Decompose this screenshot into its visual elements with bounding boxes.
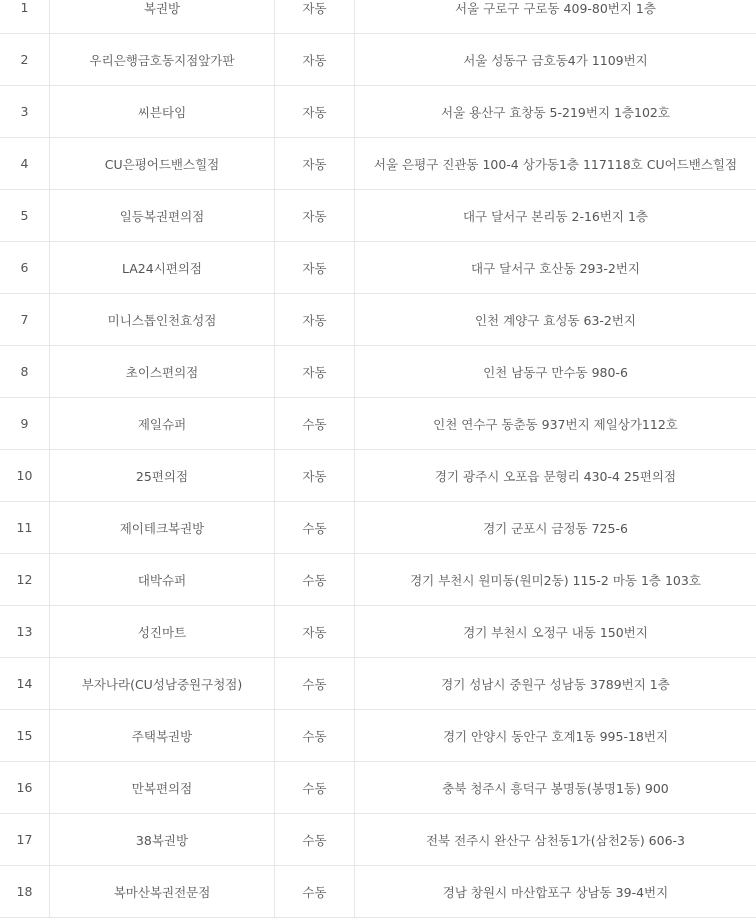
table-row	[0, 710, 756, 762]
selection-type-cell: 자동	[275, 190, 355, 241]
address-cell: 경기 군포시 금정동 725-6	[483, 520, 628, 536]
address-cell: 인천 계양구 효성동 63-2번지	[474, 312, 637, 328]
address-cell: 경기 부천시 원미동(원미2동) 115-2 마동 1층 103호	[410, 572, 701, 588]
table-row	[0, 606, 756, 658]
rank-cell: 7	[0, 294, 50, 345]
address-cell: 경남 창원시 마산합포구 상남동 39-4번지	[442, 884, 669, 900]
address-cell: 대구 달서구 호산동 293-2번지	[471, 260, 640, 276]
store-name-cell: 주택복권방	[50, 710, 275, 761]
rank-cell: 11	[0, 502, 50, 553]
address-cell: 전북 전주시 완산구 삼천동1가(삼천2동) 606-3	[425, 832, 685, 848]
table-row	[0, 34, 756, 86]
store-name-cell: 미니스톱인천효성점	[50, 294, 275, 345]
store-name-cell: 제일슈퍼	[50, 398, 275, 449]
selection-type-cell: 수동	[275, 658, 355, 709]
address-cell: 대구 달서구 본리동 2-16번지 1층	[462, 208, 649, 224]
rank-cell: 1	[0, 0, 50, 33]
store-name-cell: 일등복권편의점	[50, 190, 275, 241]
address-cell: 경기 성남시 중원구 성남동 3789번지 1층	[441, 676, 670, 692]
selection-type-cell: 수동	[275, 502, 355, 553]
store-name-cell: LA24시편의점	[50, 242, 275, 293]
address-cell: 인천 남동구 만수동 980-6	[483, 364, 628, 380]
rank-cell: 18	[0, 866, 50, 917]
table-row	[0, 398, 756, 450]
selection-type-cell: 수동	[275, 554, 355, 605]
rank-cell: 12	[0, 554, 50, 605]
selection-type-cell: 수동	[275, 866, 355, 917]
rank-cell: 2	[0, 34, 50, 85]
table-row	[0, 86, 756, 138]
rank-cell: 16	[0, 762, 50, 813]
selection-type-cell: 자동	[275, 34, 355, 85]
store-name-cell: 제이테크복권방	[50, 502, 275, 553]
store-name-cell: CU은평어드밴스힐점	[50, 138, 275, 189]
table-row	[0, 294, 756, 346]
selection-type-cell: 수동	[275, 398, 355, 449]
selection-type-cell: 자동	[275, 86, 355, 137]
address-cell: 서울 성동구 금호동4가 1109번지	[463, 52, 648, 68]
address-cell: 충북 청주시 흥덕구 봉명동(봉명1동) 900	[442, 780, 669, 796]
selection-type-cell: 자동	[275, 0, 355, 33]
store-name-cell: 38복권방	[50, 814, 275, 865]
store-name-cell: 25편의점	[50, 450, 275, 501]
selection-type-cell: 자동	[275, 606, 355, 657]
selection-type-cell: 자동	[275, 294, 355, 345]
rank-cell: 13	[0, 606, 50, 657]
table-row	[0, 450, 756, 502]
store-name-cell: 우리은행금호동지점앞가판	[50, 34, 275, 85]
selection-type-cell: 자동	[275, 242, 355, 293]
address-cell: 인천 연수구 동춘동 937번지 제일상가112호	[433, 416, 678, 432]
rank-cell: 3	[0, 86, 50, 137]
selection-type-cell: 자동	[275, 138, 355, 189]
selection-type-cell: 자동	[275, 346, 355, 397]
table-row	[0, 346, 756, 398]
address-cell: 경기 부천시 오정구 내동 150번지	[463, 624, 648, 640]
table-row	[0, 0, 756, 34]
table-row	[0, 242, 756, 294]
rank-cell: 9	[0, 398, 50, 449]
store-name-cell: 대박슈퍼	[50, 554, 275, 605]
table-row	[0, 554, 756, 606]
table-row	[0, 866, 756, 918]
table-row	[0, 814, 756, 866]
address-cell: 경기 안양시 동안구 호계1동 995-18번지	[442, 728, 669, 744]
selection-type-cell: 자동	[275, 450, 355, 501]
rank-cell: 5	[0, 190, 50, 241]
store-name-cell: 성진마트	[50, 606, 275, 657]
address-cell: 서울 용산구 효창동 5-219번지 1층102호	[441, 104, 670, 120]
address-cell: 서울 구로구 구로동 409-80번지 1층	[455, 0, 656, 16]
address-cell: 서울 은평구 진관동 100-4 상가동1층 117118호 CU어드밴스힐점	[373, 156, 738, 172]
store-name-cell: 만복편의점	[50, 762, 275, 813]
selection-type-cell: 수동	[275, 814, 355, 865]
table-row	[0, 762, 756, 814]
rank-cell: 4	[0, 138, 50, 189]
table-row	[0, 502, 756, 554]
rank-cell: 10	[0, 450, 50, 501]
store-name-cell: 초이스편의점	[50, 346, 275, 397]
store-name-cell: 복마산복권전문점	[50, 866, 275, 917]
rank-cell: 8	[0, 346, 50, 397]
rank-cell: 6	[0, 242, 50, 293]
table-row	[0, 658, 756, 710]
selection-type-cell: 수동	[275, 762, 355, 813]
rank-cell: 17	[0, 814, 50, 865]
store-name-cell: 부자나라(CU성남중원구청점)	[50, 658, 275, 709]
store-name-cell: 씨븐타임	[50, 86, 275, 137]
store-name-cell: 복권방	[50, 0, 275, 33]
table-row	[0, 190, 756, 242]
selection-type-cell: 수동	[275, 710, 355, 761]
address-cell: 경기 광주시 오포읍 문형리 430-4 25편의점	[434, 468, 677, 484]
rank-cell: 15	[0, 710, 50, 761]
table-row	[0, 138, 756, 190]
rank-cell: 14	[0, 658, 50, 709]
